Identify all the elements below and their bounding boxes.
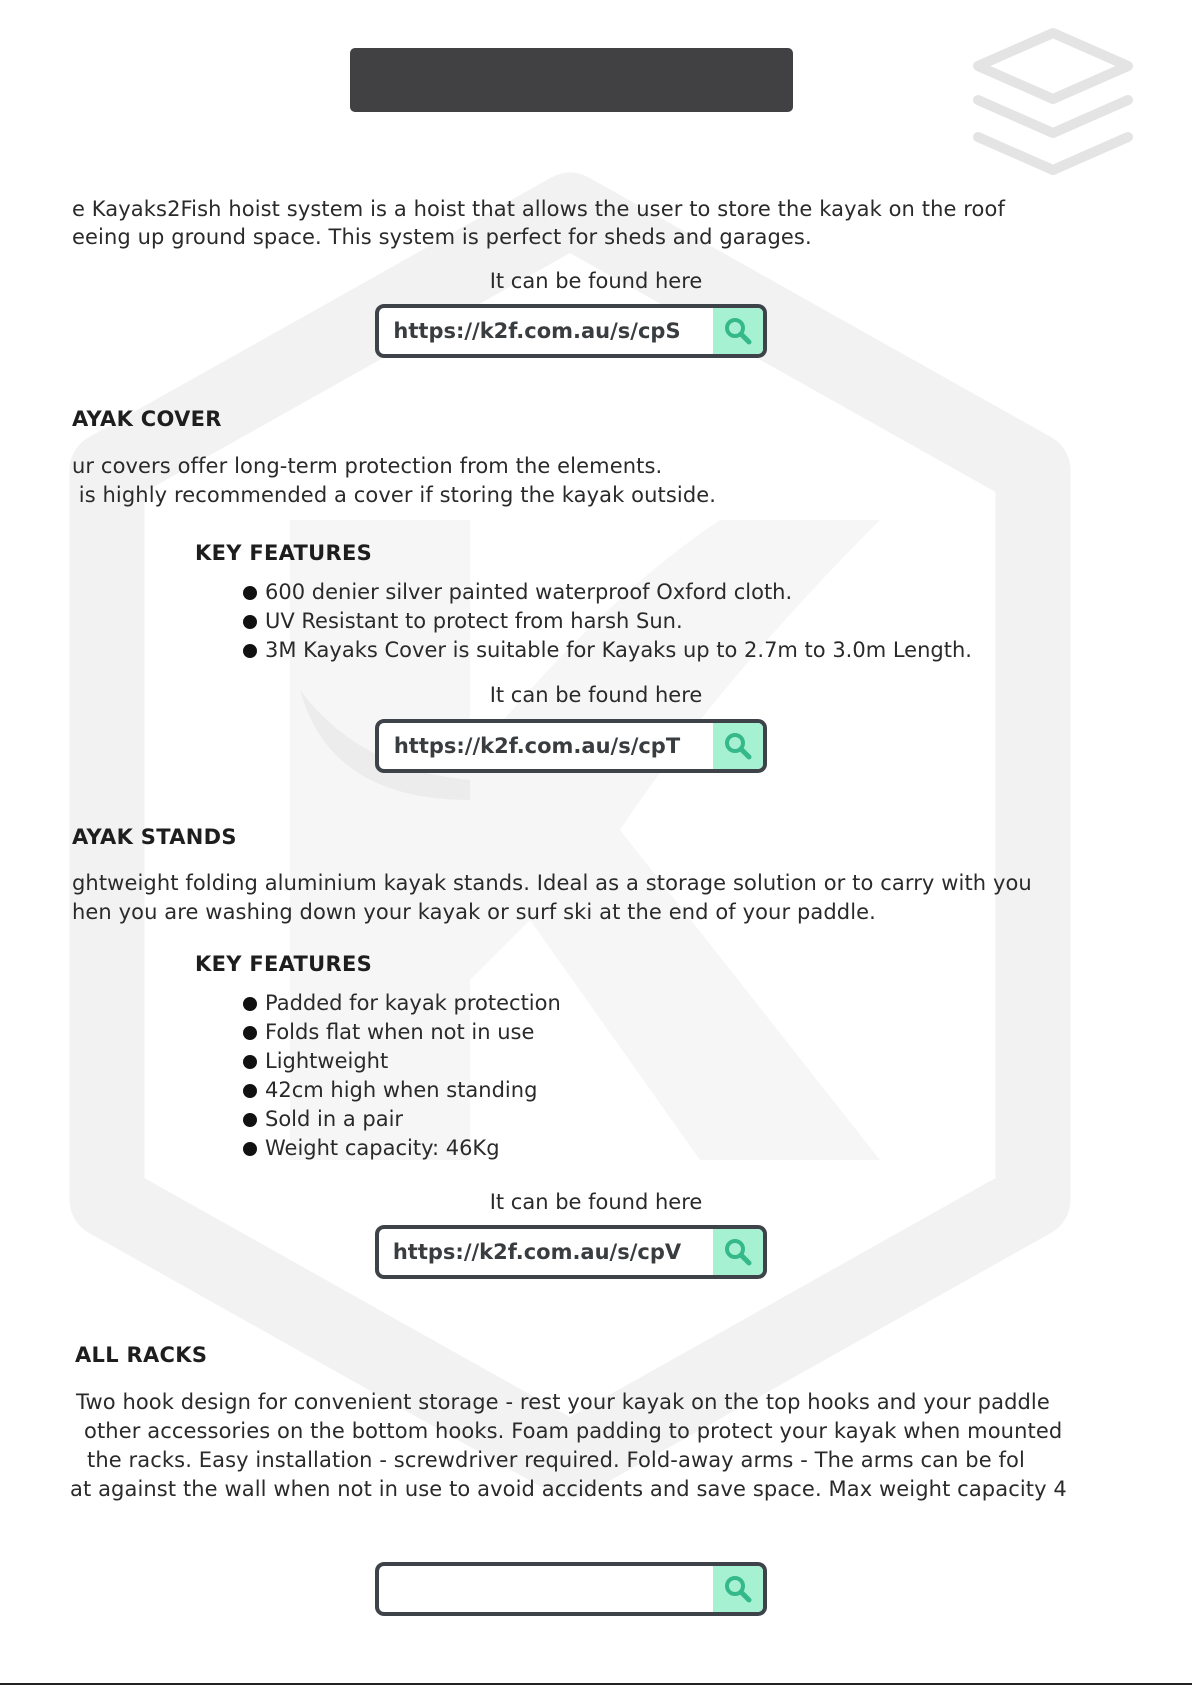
- list-item: 600 denier silver painted waterproof Oxford cloth.: [243, 578, 972, 607]
- search-button[interactable]: [713, 723, 763, 769]
- cover-features-list: [243, 578, 972, 665]
- search-icon: [723, 731, 753, 761]
- bullet-icon: [243, 1113, 257, 1127]
- section-heading-wall-racks: ALL RACKS: [75, 1343, 208, 1367]
- bullet-icon: [243, 615, 257, 629]
- section-heading-kayak-stands: AYAK STANDS: [72, 825, 237, 849]
- found-label: It can be found here: [489, 683, 703, 707]
- search-icon: [723, 316, 753, 346]
- header-bar: [350, 48, 793, 112]
- layers-icon: [978, 33, 1128, 170]
- bullet-icon: [243, 586, 257, 600]
- list-item: UV Resistant to protect from harsh Sun.: [243, 607, 972, 636]
- cover-line-2: is highly recommended a cover if storing the kayak outside.: [72, 483, 717, 507]
- key-features-heading: KEY FEATURES: [195, 952, 373, 976]
- stands-features-list: [243, 989, 561, 1163]
- section-heading-kayak-cover: AYAK COVER: [72, 407, 222, 431]
- url-box[interactable]: [375, 1562, 767, 1616]
- list-item: Lightweight: [243, 1047, 561, 1076]
- key-features-heading: KEY FEATURES: [195, 541, 373, 565]
- bullet-icon: [243, 644, 257, 658]
- intro-line-1: e Kayaks2Fish hoist system is a hoist that allows the user to store the kayak on the roof: [72, 197, 1005, 221]
- bullet-icon: [243, 997, 257, 1011]
- list-item: Folds flat when not in use: [243, 1018, 561, 1047]
- bullet-icon: [243, 1055, 257, 1069]
- intro-line-2: eeing up ground space. This system is perfect for sheds and garages.: [72, 225, 812, 249]
- bullet-icon: [243, 1084, 257, 1098]
- url-box[interactable]: [375, 719, 767, 773]
- list-item: Weight capacity: 46Kg: [243, 1134, 561, 1163]
- cover-line-1: ur covers offer long-term protection from the elements.: [72, 454, 663, 478]
- stands-line-1: ghtweight folding aluminium kayak stands. Ideal as a storage solution or to carry with you: [72, 871, 1032, 895]
- list-item: 3M Kayaks Cover is suitable for Kayaks up to 2.7m to 3.0m Length.: [243, 636, 972, 665]
- stands-line-2: hen you are washing down your kayak or surf ski at the end of your paddle.: [72, 900, 876, 924]
- url-box[interactable]: [375, 304, 767, 358]
- url-box[interactable]: [375, 1225, 767, 1279]
- url-text[interactable]: https://k2f.com.au/s/cpT: [393, 734, 681, 758]
- racks-line-4: at against the wall when not in use to avoid accidents and save space. Max weight capacity 4: [70, 1477, 1067, 1501]
- found-label: It can be found here: [489, 269, 703, 293]
- url-text[interactable]: https://k2f.com.au/s/cpV: [392, 1240, 682, 1264]
- racks-line-3: the racks. Easy installation - screwdriver required. Fold-away arms - The arms can be fol: [87, 1448, 1025, 1472]
- found-label: It can be found here: [489, 1190, 703, 1214]
- url-text[interactable]: https://k2f.com.au/s/cpS: [393, 319, 681, 343]
- search-button[interactable]: [713, 308, 763, 354]
- search-button[interactable]: [713, 1566, 763, 1612]
- racks-line-1: Two hook design for convenient storage - rest your kayak on the top hooks and your paddle: [76, 1390, 1050, 1414]
- list-item: 42cm high when standing: [243, 1076, 561, 1105]
- url-text[interactable]: [379, 1566, 695, 1612]
- bullet-icon: [243, 1142, 257, 1156]
- list-item: Sold in a pair: [243, 1105, 561, 1134]
- search-icon: [723, 1237, 753, 1267]
- bullet-icon: [243, 1026, 257, 1040]
- list-item: Padded for kayak protection: [243, 989, 561, 1018]
- search-icon: [723, 1574, 753, 1604]
- search-button[interactable]: [713, 1229, 763, 1275]
- racks-line-2: other accessories on the bottom hooks. Foam padding to protect your kayak when mounted: [84, 1419, 1063, 1443]
